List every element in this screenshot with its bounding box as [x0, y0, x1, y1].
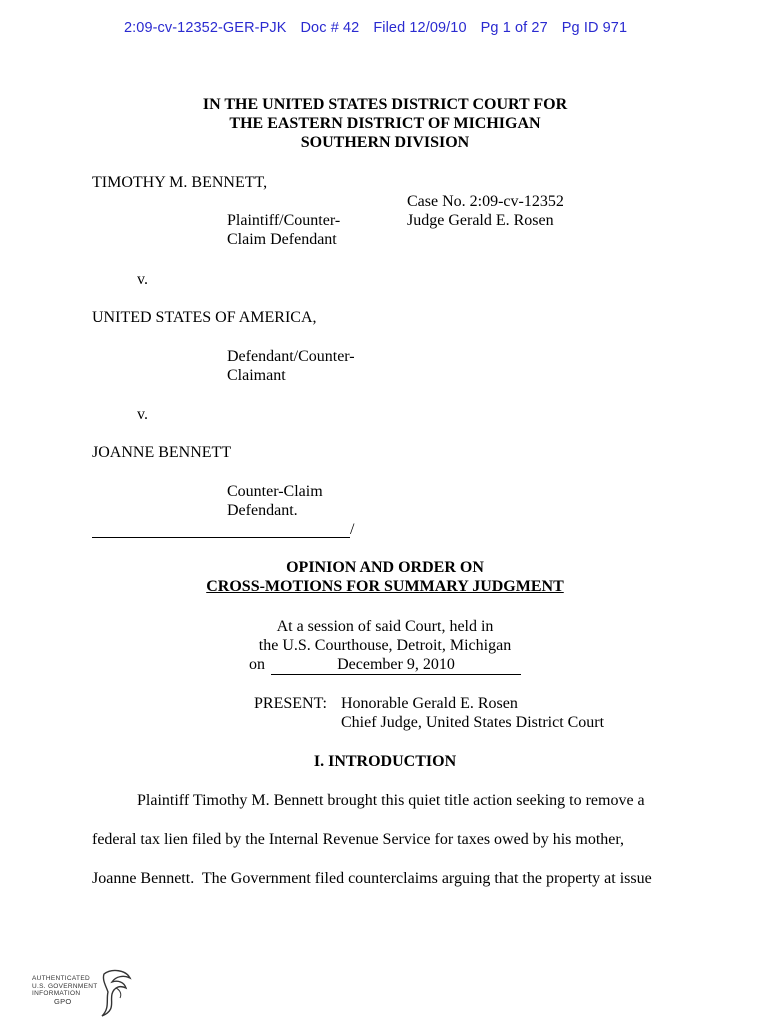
party-defendant: UNITED STATES OF AMERICA,	[92, 309, 317, 326]
session-line1: At a session of said Court, held in	[276, 618, 494, 635]
header-page-id: Pg ID 971	[561, 20, 628, 36]
counter-defendant-role-line1: Counter-Claim	[227, 483, 323, 500]
eagle-icon	[96, 968, 136, 1018]
gpo-authentication-seal	[28, 968, 138, 1018]
court-heading-line1: IN THE UNITED STATES DISTRICT COURT FOR	[202, 96, 568, 113]
seal-text-line3: INFORMATION	[32, 990, 81, 997]
defendant-role-line2: Claimant	[227, 367, 286, 384]
present-label: PRESENT:	[254, 695, 327, 712]
caption-rule	[92, 537, 350, 538]
body-line-2: federal tax lien filed by the Internal Revenue Service for taxes owed by his mother,	[92, 831, 625, 848]
header-filed-date: Filed 12/09/10	[373, 20, 467, 36]
header-case-number: 2:09-cv-12352-GER-PJK	[124, 20, 287, 36]
seal-text-line2: U.S. GOVERNMENT	[32, 982, 98, 990]
plaintiff-role-line2: Claim Defendant	[227, 231, 337, 248]
filing-header	[124, 19, 627, 38]
defendant-role-line1: Defendant/Counter-	[227, 348, 355, 365]
present-judge-title: Chief Judge, United States District Court	[341, 714, 605, 731]
caption-slash: /	[350, 521, 355, 538]
document-title-line2: CROSS-MOTIONS FOR SUMMARY JUDGMENT	[206, 578, 564, 595]
party-counter-defendant: JOANNE BENNETT	[92, 444, 232, 461]
versus-2: v.	[137, 406, 148, 423]
present-judge-name: Honorable Gerald E. Rosen	[341, 695, 518, 712]
judge-name: Judge Gerald E. Rosen	[407, 212, 554, 229]
body-line-1: Plaintiff Timothy M. Bennett brought this quiet title action seeking to remove a	[137, 792, 645, 809]
court-heading-line3: SOUTHERN DIVISION	[300, 134, 470, 151]
session-line2: the U.S. Courthouse, Detroit, Michigan	[258, 637, 512, 654]
session-date-line	[249, 655, 521, 675]
party-plaintiff: TIMOTHY M. BENNETT,	[92, 174, 268, 191]
document-title-line1: OPINION AND ORDER ON	[286, 559, 484, 576]
header-page-count: Pg 1 of 27	[480, 20, 548, 36]
header-doc-number: Doc # 42	[300, 20, 360, 36]
plaintiff-role-line1: Plaintiff/Counter-	[227, 212, 341, 229]
court-heading-line2: THE EASTERN DISTRICT OF MICHIGAN	[229, 115, 541, 132]
body-line-3: Joanne Bennett. The Government filed counterclaims arguing that the property at issue	[92, 870, 652, 887]
session-on-label: on	[249, 656, 265, 673]
seal-text-line1: AUTHENTICATED	[32, 975, 90, 982]
versus-1: v.	[137, 271, 148, 288]
seal-text-line4: GPO	[54, 996, 72, 1006]
section-heading: I. INTRODUCTION	[313, 753, 457, 770]
counter-defendant-role-line2: Defendant.	[227, 502, 298, 519]
session-date: December 9, 2010	[271, 656, 521, 675]
case-number: Case No. 2:09-cv-12352	[407, 193, 564, 210]
